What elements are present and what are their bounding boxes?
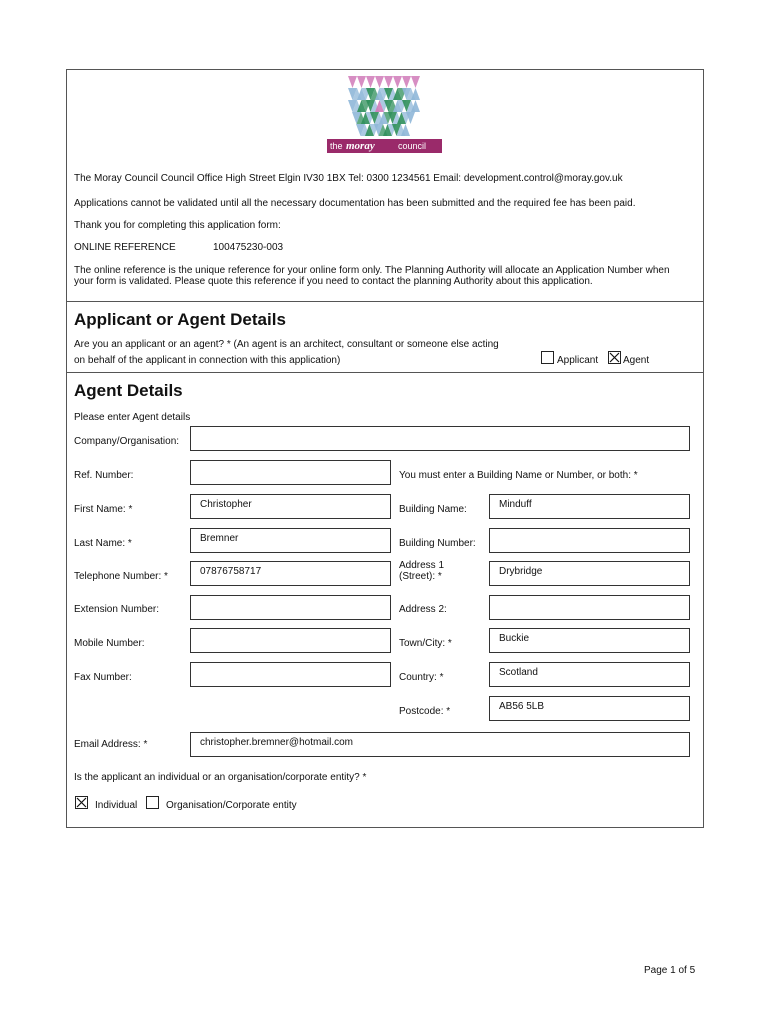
building-requirement-note: You must enter a Building Name or Number, or both: * xyxy=(399,470,638,481)
ref-number-label: Ref. Number: xyxy=(74,470,134,481)
checkmark-x-icon xyxy=(609,352,620,363)
ref-number-field[interactable] xyxy=(190,460,391,485)
email-field[interactable] xyxy=(190,732,690,757)
thank-you-text: Thank you for completing this application form: xyxy=(74,220,281,231)
first-name-value: Christopher xyxy=(200,499,252,510)
online-reference-label: ONLINE REFERENCE xyxy=(74,242,176,253)
organisation-checkbox-label: Organisation/Corporate entity xyxy=(166,800,297,811)
logo-word-moray: moray xyxy=(346,140,375,152)
town-value: Buckie xyxy=(499,633,530,644)
town-field[interactable] xyxy=(489,628,690,653)
agent-checkbox-label: Agent xyxy=(623,355,650,366)
address-2-label: Address 2: xyxy=(399,604,447,615)
address-1-field[interactable] xyxy=(489,561,690,586)
applicant-agent-title: Applicant or Agent Details xyxy=(74,310,286,329)
logo-triangle xyxy=(348,76,357,88)
logo-triangle xyxy=(357,76,366,88)
logo-triangle xyxy=(411,76,420,88)
page-number: Page 1 of 5 xyxy=(644,965,696,976)
logo-word-council: council xyxy=(398,141,427,151)
building-name-value: Minduff xyxy=(499,499,532,510)
organisation-checkbox[interactable] xyxy=(146,796,159,809)
telephone-label: Telephone Number: * xyxy=(74,571,168,582)
applicant-agent-question-line-1: Are you an applicant or an agent? * (An agent is an architect, consultant or someone else acting xyxy=(74,339,499,350)
address-1-value: Drybridge xyxy=(499,566,543,577)
telephone-field[interactable] xyxy=(190,561,391,586)
applicant-checkbox-label: Applicant xyxy=(557,355,599,366)
mobile-label: Mobile Number: xyxy=(74,638,145,649)
address-2-field[interactable] xyxy=(489,595,690,620)
agent-details-title: Agent Details xyxy=(74,381,183,400)
country-label: Country: * xyxy=(399,672,444,683)
extension-field[interactable] xyxy=(190,595,391,620)
logo-triangle xyxy=(402,76,411,88)
entity-question: Is the applicant an individual or an organisation/corporate entity? * xyxy=(74,772,367,783)
telephone-value: 07876758717 xyxy=(200,566,262,577)
council-address-line: The Moray Council Council Office High Street Elgin IV30 1BX Tel: 0300 1234561 Email: development.control@moray.gov.uk xyxy=(74,173,623,184)
postcode-label: Postcode: * xyxy=(399,706,451,717)
building-name-field[interactable] xyxy=(489,494,690,519)
online-reference-value: 100475230-003 xyxy=(213,242,284,253)
logo-triangle xyxy=(375,76,384,88)
last-name-label: Last Name: * xyxy=(74,538,132,549)
validation-notice: Applications cannot be validated until all the necessary documentation has been submitted and the required fee has been paid. xyxy=(74,198,636,209)
company-field[interactable] xyxy=(190,426,690,451)
postcode-field[interactable] xyxy=(489,696,690,721)
country-value: Scotland xyxy=(499,667,538,678)
fax-field[interactable] xyxy=(190,662,391,687)
checkmark-x-icon xyxy=(76,797,87,808)
individual-checkbox-label: Individual xyxy=(95,800,138,811)
logo-triangle xyxy=(393,76,402,88)
logo-triangle-pattern xyxy=(348,76,420,136)
first-name-label: First Name: * xyxy=(74,504,133,515)
agent-details-intro: Please enter Agent details xyxy=(74,412,191,423)
address-1-label-line-2: (Street): * xyxy=(399,571,442,582)
logo-wordmark xyxy=(327,139,442,153)
moray-council-logo xyxy=(348,76,420,136)
individual-checkbox[interactable] xyxy=(75,796,88,809)
fax-label: Fax Number: xyxy=(74,672,132,683)
extension-label: Extension Number: xyxy=(74,604,160,615)
logo-triangle xyxy=(384,76,393,88)
company-label: Company/Organisation: xyxy=(74,436,180,447)
country-field[interactable] xyxy=(489,662,690,687)
town-label: Town/City: * xyxy=(399,638,452,649)
applicant-agent-question-line-2: on behalf of the applicant in connection with this application) xyxy=(74,355,341,366)
applicant-checkbox[interactable] xyxy=(541,351,554,364)
postcode-value: AB56 5LB xyxy=(499,701,545,712)
last-name-value: Bremner xyxy=(200,533,239,544)
agent-checkbox[interactable] xyxy=(608,351,621,364)
reference-note-line-2: your form is validated. Please quote this reference if you need to contact the planning Authority about this application. xyxy=(74,276,593,287)
last-name-field[interactable] xyxy=(190,528,391,553)
email-value: christopher.bremner@hotmail.com xyxy=(200,737,353,748)
building-number-label: Building Number: xyxy=(399,538,476,549)
logo-word-the: the xyxy=(330,141,343,151)
logo-triangle xyxy=(366,76,375,88)
first-name-field[interactable] xyxy=(190,494,391,519)
reference-note-line-1: The online reference is the unique reference for your online form only. The Planning Authority will allocate an Application Number when xyxy=(74,265,670,276)
building-number-field[interactable] xyxy=(489,528,690,553)
building-name-label: Building Name: xyxy=(399,504,467,515)
address-1-label-line-1: Address 1 xyxy=(399,560,445,571)
email-label: Email Address: * xyxy=(74,739,148,750)
mobile-field[interactable] xyxy=(190,628,391,653)
